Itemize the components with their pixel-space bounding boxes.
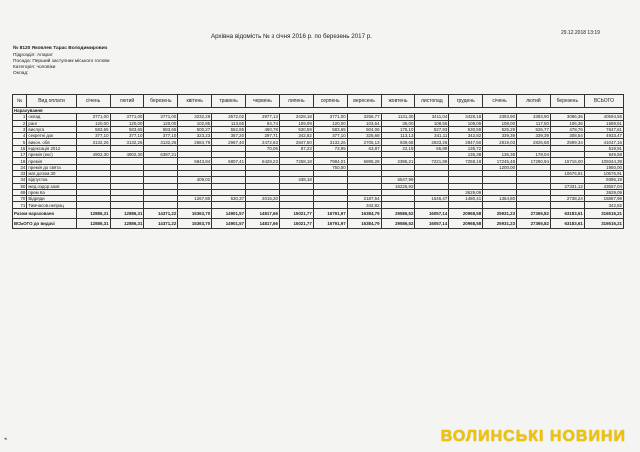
column-header: липень: [279, 95, 313, 108]
row-code: 34: [13, 177, 27, 183]
row-value: 36,00: [381, 120, 415, 126]
row-payment-type: викон. обв: [27, 139, 76, 145]
row-code: 71: [13, 202, 27, 208]
row-payment-type: ранг: [27, 120, 76, 126]
row-value: 341,11: [415, 133, 449, 139]
column-header: лютий: [517, 95, 551, 108]
row-value: 3256,77: [347, 114, 381, 120]
row-value: 22,19: [381, 145, 415, 151]
row-value: 6387,21: [144, 152, 178, 158]
row-value: 2826,68: [517, 139, 551, 145]
total-value: 25931,23: [483, 218, 517, 228]
row-value: 113,13: [381, 133, 415, 139]
row-value: 6807,41: [212, 158, 246, 164]
row-value: 1267,80: [178, 196, 212, 202]
row-value: 7984,01: [313, 158, 347, 164]
row-value: 7258,18: [449, 158, 483, 164]
total-value: 16057,14: [415, 218, 449, 228]
row-value: 3428,18: [449, 114, 483, 120]
row-value: 120,00: [76, 120, 110, 126]
total-value: 316516,21: [584, 208, 623, 218]
row-code: 5: [13, 139, 27, 145]
row-value: 7258,18: [279, 158, 313, 164]
row-value: 478,76: [550, 126, 584, 132]
total-label: ВСЬОГО до видачі: [13, 218, 77, 228]
row-value: 102,85: [178, 120, 212, 126]
row-value: 342,82: [449, 133, 483, 139]
row-value: 3771,00: [313, 114, 347, 120]
row-value: 117,50: [517, 120, 551, 126]
total-value: 16791,97: [313, 208, 347, 218]
row-value: 94,74: [246, 120, 280, 126]
total-value: 15363,70: [178, 218, 212, 228]
row-value: 3411,04: [415, 114, 449, 120]
row-value: 530,59: [449, 126, 483, 132]
row-value: 27331,12: [550, 183, 584, 189]
row-code: 24: [13, 164, 27, 170]
row-value: 1364,80: [483, 196, 517, 202]
row-value: 2684,79: [178, 139, 212, 145]
column-header: листопад: [415, 95, 449, 108]
row-code: 4: [13, 133, 27, 139]
row-value: 1950,00: [584, 164, 623, 170]
row-payment-type: вислуга: [27, 126, 76, 132]
total-value: 16384,79: [347, 218, 381, 228]
total-value: 16791,97: [313, 218, 347, 228]
row-value: 342,82: [347, 202, 381, 208]
row-value: 3629,09: [584, 189, 623, 195]
row-value: 2833,26: [415, 139, 449, 145]
row-value: 43557,04: [584, 183, 623, 189]
row-value: 135,38: [483, 152, 517, 158]
total-value: 29586,52: [381, 208, 415, 218]
row-value: 438,18: [279, 177, 313, 183]
row-value: 6429,23: [246, 158, 280, 164]
column-header: ВСЬОГО: [584, 95, 623, 108]
row-value: 342,82: [279, 133, 313, 139]
row-value: 2847,50: [279, 139, 313, 145]
row-value: 3428,18: [279, 114, 313, 120]
row-value: 3393,90: [483, 114, 517, 120]
row-value: 6843,84: [178, 158, 212, 164]
column-header: березень: [550, 95, 584, 108]
row-value: 6895,28: [347, 158, 381, 164]
print-date: 29.12.2018 13:19: [561, 30, 600, 36]
row-value: 323,23: [178, 133, 212, 139]
total-value: 12886,31: [110, 218, 144, 228]
total-value: 63183,61: [550, 218, 584, 228]
row-value: 17245,48: [483, 158, 517, 164]
column-header: жовтень: [381, 95, 415, 108]
row-value: 15716,00: [550, 158, 584, 164]
row-value: 2395,21: [381, 158, 415, 164]
row-payment-type: премія (екс): [27, 152, 76, 158]
row-code: 3: [13, 126, 27, 132]
row-value: 552,85: [212, 126, 246, 132]
row-value: 3393,90: [517, 114, 551, 120]
row-payment-type: прем Ка: [27, 189, 76, 195]
column-header: грудень: [449, 95, 483, 108]
row-value: 2472,63: [246, 139, 280, 145]
row-value: 409,02: [178, 177, 212, 183]
row-value: 342,82: [584, 202, 623, 208]
row-payment-type: відпустка: [27, 177, 76, 183]
row-value: 377,10: [110, 133, 144, 139]
row-value: 339,39: [517, 133, 551, 139]
row-value: 2967,40: [212, 139, 246, 145]
row-value: 357,20: [212, 133, 246, 139]
row-value: 3771,00: [144, 114, 178, 120]
row-value: 525,29: [483, 126, 517, 132]
row-value: 103,64: [347, 120, 381, 126]
row-value: 41047,16: [584, 139, 623, 145]
row-value: 325,68: [347, 133, 381, 139]
total-value: 27365,82: [517, 208, 551, 218]
total-value: 14817,66: [246, 218, 280, 228]
row-value: 583,65: [313, 126, 347, 132]
row-value: 120,00: [144, 120, 178, 126]
salary: Оклад:: [13, 71, 29, 76]
corner-mark: ◂: [4, 436, 7, 442]
row-value: 40594,56: [584, 114, 623, 120]
row-payment-type: індексація 2012: [27, 145, 76, 151]
row-value: 4933,47: [584, 133, 623, 139]
row-value: 750,00: [313, 164, 347, 170]
row-value: 530,37: [212, 196, 246, 202]
watermark-logo: ВОЛИНСЬКІ НОВИНИ: [440, 428, 626, 445]
row-value: 135,72: [449, 145, 483, 151]
row-value: 106,36: [550, 120, 584, 126]
section-label: Нарахування: [13, 108, 624, 114]
row-value: 2977,13: [246, 114, 280, 120]
row-value: 120,00: [313, 120, 347, 126]
total-value: 20968,58: [449, 208, 483, 218]
row-value: 17290,94: [517, 158, 551, 164]
row-value: 175,10: [381, 126, 415, 132]
row-value: 66,89: [415, 145, 449, 151]
row-payment-type: премія до свята: [27, 164, 76, 170]
row-value: 2847,50: [449, 139, 483, 145]
row-value: 526,77: [517, 126, 551, 132]
row-value: 377,10: [313, 133, 347, 139]
row-value: 3132,26: [76, 139, 110, 145]
row-value: 109,09: [279, 120, 313, 126]
total-value: 15021,77: [279, 208, 313, 218]
row-value: 1589,51: [584, 120, 623, 126]
row-value: 377,10: [76, 133, 110, 139]
row-value: 939,68: [381, 139, 415, 145]
column-header: №: [13, 95, 27, 108]
row-payment-type: премія: [27, 158, 76, 164]
row-value: 2599,34: [550, 139, 584, 145]
row-value: 530,59: [279, 126, 313, 132]
row-value: 70,06: [246, 145, 280, 151]
column-header: квітень: [178, 95, 212, 108]
row-value: 949,58: [584, 152, 623, 158]
row-value: 519,91: [584, 145, 623, 151]
row-value: 15887,99: [584, 196, 623, 202]
total-value: 14817,66: [246, 208, 280, 218]
row-value: 3086,36: [550, 114, 584, 120]
total-value: 25931,23: [483, 208, 517, 218]
total-value: 16384,79: [347, 208, 381, 218]
department: Підрозділ: Апарат: [13, 53, 53, 58]
row-value: 109,09: [449, 120, 483, 126]
row-value: 135,38: [449, 152, 483, 158]
column-header: червень: [246, 95, 280, 108]
row-value: 2015,20: [246, 196, 280, 202]
row-payment-type: Відряди: [27, 196, 76, 202]
payroll-table: [12, 94, 624, 229]
row-value: 1480,41: [449, 196, 483, 202]
document-title: Архівна відомість № з січня 2016 р. по березень 2017 р.: [211, 33, 372, 40]
row-payment-type: мат.допом.30: [27, 170, 76, 176]
table-header: [13, 95, 624, 108]
row-value: 7221,89: [415, 158, 449, 164]
row-value: 3132,26: [313, 139, 347, 145]
row-payment-type: Тимчасов.непрац: [27, 202, 76, 208]
column-header: січень: [76, 95, 110, 108]
row-code: 69: [13, 189, 27, 195]
total-value: 29586,52: [381, 218, 415, 228]
row-code: 2: [13, 120, 27, 126]
total-value: 12886,31: [76, 218, 110, 228]
total-value: 12886,31: [110, 208, 144, 218]
row-value: 120,00: [110, 120, 144, 126]
employee-name: № 8120 Яковлев Тарас Володимирович: [13, 46, 108, 51]
row-value: 504,06: [347, 126, 381, 132]
total-accrued-row: [13, 208, 624, 218]
row-code: 50: [13, 183, 27, 189]
position: Посада: Перший заступник міського голови: [13, 59, 110, 64]
total-value: 15021,77: [279, 218, 313, 228]
total-value: 14901,57: [212, 208, 246, 218]
column-header: березень: [144, 95, 178, 108]
row-value: 3771,00: [76, 114, 110, 120]
row-value: 377,10: [144, 133, 178, 139]
total-value: 63183,61: [550, 208, 584, 218]
row-value: 4902,30: [110, 152, 144, 158]
row-value: 16225,92: [381, 183, 415, 189]
column-header: серпень: [313, 95, 347, 108]
row-payment-type: секретні док: [27, 133, 76, 139]
row-value: 3232,29: [178, 114, 212, 120]
row-value: 2819,03: [483, 139, 517, 145]
row-value: 1200,00: [483, 164, 517, 170]
row-value: 339,39: [483, 133, 517, 139]
total-value: 20968,58: [449, 218, 483, 228]
row-code: 18: [13, 158, 27, 164]
row-value: 500,27: [178, 126, 212, 132]
total-value: 27365,82: [517, 218, 551, 228]
column-header: Вид оплати: [27, 95, 76, 108]
row-value: 178,04: [517, 152, 551, 158]
row-value: 9395,19: [584, 177, 623, 183]
row-value: 460,78: [246, 126, 280, 132]
total-value: 16057,14: [415, 208, 449, 218]
row-payment-type: мед.оздор.захв: [27, 183, 76, 189]
row-value: 4902,30: [76, 152, 110, 158]
row-value: 2738,24: [550, 196, 584, 202]
row-value: 297,71: [246, 133, 280, 139]
row-value: 108,00: [483, 120, 517, 126]
total-value: 14901,57: [212, 218, 246, 228]
row-value: 583,65: [144, 126, 178, 132]
column-header: травень: [212, 95, 246, 108]
total-value: 15363,70: [178, 208, 212, 218]
total-label: Разом нараховано: [13, 208, 77, 218]
row-value: 6547,99: [381, 177, 415, 183]
total-payout-row: [13, 218, 624, 228]
row-value: 3771,00: [110, 114, 144, 120]
row-value: 3629,09: [449, 189, 483, 195]
row-code: 70: [13, 196, 27, 202]
row-value: 2187,54: [347, 196, 381, 202]
row-value: 3572,02: [212, 114, 246, 120]
row-payment-type: оклад: [27, 114, 76, 120]
row-value: 583,65: [76, 126, 110, 132]
column-header: лютий: [110, 95, 144, 108]
row-value: 73,95: [313, 145, 347, 151]
total-value: 12886,31: [76, 208, 110, 218]
row-value: 63,87: [347, 145, 381, 151]
column-header: січень: [483, 95, 517, 108]
row-value: 2705,13: [347, 139, 381, 145]
row-value: 3132,26: [110, 139, 144, 145]
row-value: 527,93: [415, 126, 449, 132]
row-value: 308,54: [550, 133, 584, 139]
row-value: 583,65: [110, 126, 144, 132]
row-value: 1131,30: [381, 114, 415, 120]
row-value: 108,55: [415, 120, 449, 126]
row-value: 7647,61: [584, 126, 623, 132]
row-value: 10676,91: [550, 170, 584, 176]
column-header: вересень: [347, 95, 381, 108]
row-code: 17: [13, 152, 27, 158]
row-value: 87,23: [279, 145, 313, 151]
row-value: 109344,39: [584, 158, 623, 164]
category: Категорія: чоловіки: [13, 65, 56, 70]
table-body: [13, 108, 624, 229]
row-value: 10676,91: [584, 170, 623, 176]
total-value: 316516,21: [584, 218, 623, 228]
row-code: 1: [13, 114, 27, 120]
total-value: 14371,22: [144, 218, 178, 228]
row-value: 3132,26: [144, 139, 178, 145]
total-value: 14371,22: [144, 208, 178, 218]
row-value: 1546,47: [415, 196, 449, 202]
row-code: 33: [13, 170, 27, 176]
row-code: 16: [13, 145, 27, 151]
row-value: 113,65: [212, 120, 246, 126]
